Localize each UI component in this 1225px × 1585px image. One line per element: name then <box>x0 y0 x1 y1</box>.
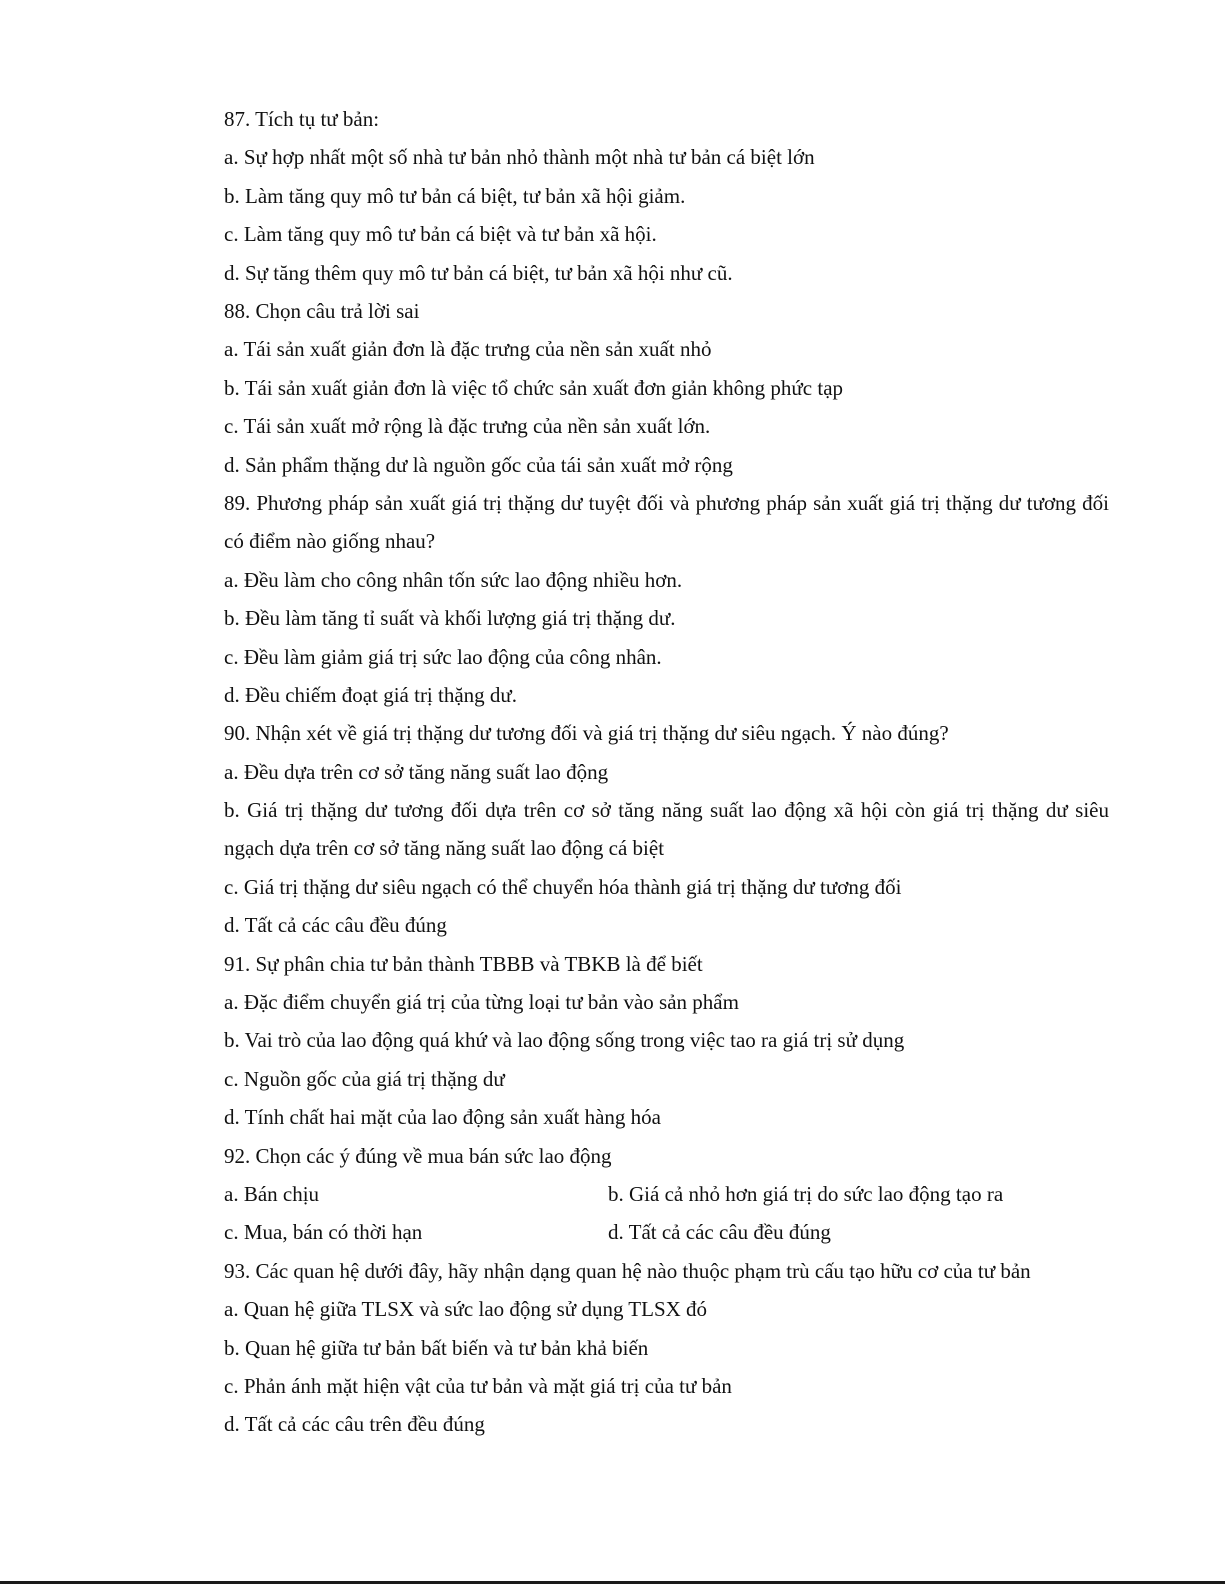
answer-option: b. Tái sản xuất giản đơn là việc tổ chức sản xuất đơn giản không phức tạp <box>224 375 844 400</box>
answer-option: b. Giá trị thặng dư tương đối dựa trên cơ sở tăng năng suất lao động xã hội còn giá trị thặng dư siêu ngạch dựa trên cơ sở tăng năng suất lao động cá biệt <box>224 798 1109 861</box>
question-stem: 87. Tích tụ tư bản: <box>224 107 380 131</box>
question-stem: 91. Sự phân chia tư bản thành TBBB và TBKB là để biết <box>224 951 703 976</box>
answer-option: b. Giá cả nhỏ hơn giá trị do sức lao động tạo ra <box>608 1182 1004 1206</box>
answer-option: c. Làm tăng quy mô tư bản cá biệt và tư bản xã hội. <box>224 222 657 247</box>
answer-option: a. Sự hợp nhất một số nhà tư bản nhỏ thành một nhà tư bản cá biệt lớn <box>224 145 815 170</box>
answer-option: c. Tái sản xuất mở rộng là đặc trưng của nền sản xuất lớn. <box>224 414 711 439</box>
answer-option: a. Đều dựa trên cơ sở tăng năng suất lao động <box>224 759 609 784</box>
answer-option: c. Đều làm giảm giá trị sức lao động của công nhân. <box>224 644 662 669</box>
question-stem: 88. Chọn câu trả lời sai <box>224 298 420 323</box>
answer-option: d. Sản phẩm thặng dư là nguồn gốc của tái sản xuất mở rộng <box>224 452 733 477</box>
answer-option: d. Sự tăng thêm quy mô tư bản cá biệt, tư bản xã hội như cũ. <box>224 260 733 285</box>
answer-option: d. Tính chất hai mặt của lao động sản xuất hàng hóa <box>224 1105 661 1130</box>
question-stem: 92. Chọn các ý đúng về mua bán sức lao động <box>224 1143 612 1168</box>
answer-option: a. Bán chịu <box>224 1182 320 1206</box>
question-stem: 90. Nhận xét về giá trị thặng dư tương đối và giá trị thặng dư siêu ngạch. Ý nào đúng? <box>224 721 949 746</box>
answer-option: b. Quan hệ giữa tư bản bất biến và tư bản khả biến <box>224 1335 649 1360</box>
answer-option: b. Đều làm tăng tỉ suất và khối lượng giá trị thặng dư. <box>224 606 676 631</box>
answer-option-row <box>224 1175 1109 1213</box>
answer-option: c. Phản ánh mặt hiện vật của tư bản và mặt giá trị của tư bản <box>224 1373 732 1398</box>
answer-option: a. Tái sản xuất giản đơn là đặc trưng của nền sản xuất nhỏ <box>224 337 712 362</box>
answer-option: b. Làm tăng quy mô tư bản cá biệt, tư bản xã hội giảm. <box>224 183 686 208</box>
answer-option: a. Quan hệ giữa TLSX và sức lao động sử dụng TLSX đó <box>224 1297 708 1322</box>
question-list <box>224 100 1109 1444</box>
answer-option: a. Đều làm cho công nhân tốn sức lao động nhiều hơn. <box>224 567 683 592</box>
answer-option: d. Tất cả các câu trên đều đúng <box>224 1412 485 1437</box>
question-stem: 89. Phương pháp sản xuất giá trị thặng dư tuyệt đối và phương pháp sản xuất giá trị thặng dư tương đối có điểm nào giống nhau? <box>224 490 1109 554</box>
answer-option: d. Đều chiếm đoạt giá trị thặng dư. <box>224 682 518 707</box>
answer-option: a. Đặc điểm chuyển giá trị của từng loại tư bản vào sản phẩm <box>224 990 739 1015</box>
answer-option: d. Tất cả các câu đều đúng <box>608 1220 831 1245</box>
question-stem: 93. Các quan hệ dưới đây, hãy nhận dạng quan hệ nào thuộc phạm trù cấu tạo hữu cơ của tư bản <box>224 1258 1031 1283</box>
page-bottom-divider <box>0 1581 1225 1584</box>
answer-option-row <box>224 1213 1109 1251</box>
answer-option: c. Giá trị thặng dư siêu ngạch có thể chuyển hóa thành giá trị thặng dư tương đối <box>224 874 902 899</box>
answer-option: b. Vai trò của lao động quá khứ và lao động sống trong việc tao ra giá trị sử dụng <box>224 1028 905 1053</box>
answer-option: c. Mua, bán có thời hạn <box>224 1220 423 1245</box>
answer-option: c. Nguồn gốc của giá trị thặng dư <box>224 1066 505 1091</box>
answer-option: d. Tất cả các câu đều đúng <box>224 913 447 938</box>
